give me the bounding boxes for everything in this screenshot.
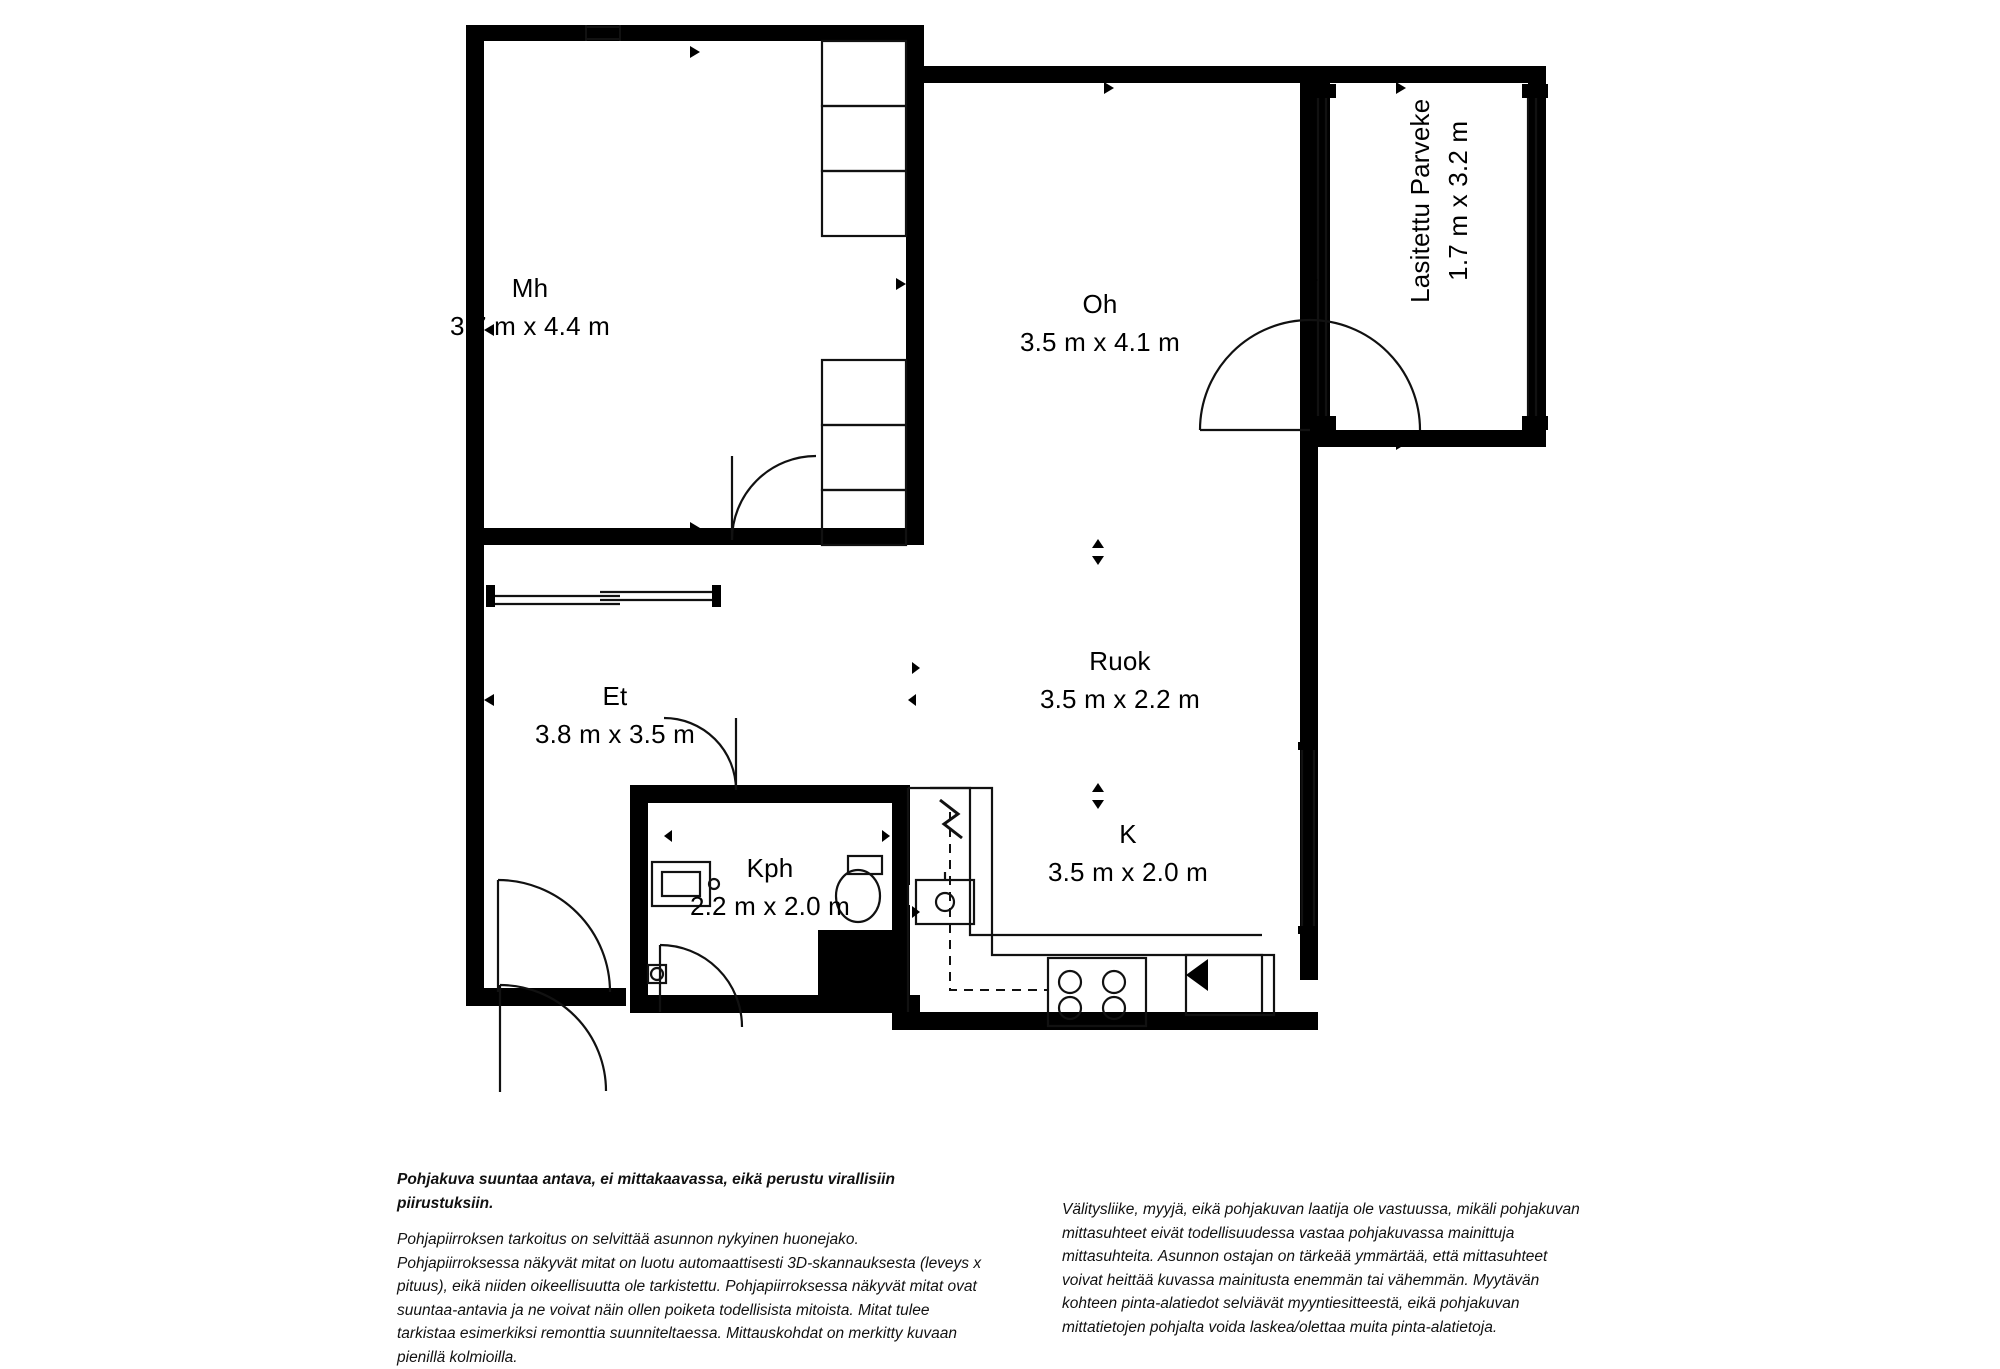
room-label-et — [505, 680, 725, 752]
room-label-oh — [990, 288, 1210, 360]
room-label-mh — [420, 272, 640, 344]
disclaimer-right — [1062, 1198, 1582, 1339]
room-label-k — [1018, 818, 1238, 890]
room-dim-oh: 3.5 m x 4.1 m — [1019, 327, 1181, 358]
disclaimer-right-body: Välitysliike, myyjä, eikä pohjakuvan laatija ole vastuussa, mikäli pohjakuvan mittasuhteet eivät todellisuudessa vastaa pohjakuvassa mainittuja mittasuhteita. Asunnon ostajan on tärkeää ymmärtää, että mittasuhteet voivat heittää kuvassa mainitusta enemmän tai vähemmän. Myytävän kohteen pinta-alatiedot selviävät myyntiesitteestä, eikä pohjakuvan mittatietojen pohjalta voida laskea/olettaa muita pinta-alatietoja. — [1062, 1201, 1580, 1336]
disclaimer-left-title: Pohjakuva suuntaa antava, ei mittakaavassa, eikä perustu virallisiin piirustuksiin. — [397, 1171, 895, 1212]
room-name-et: Et — [602, 681, 628, 711]
room-name-parveke: Lasitettu Parveke — [1405, 98, 1436, 303]
room-dim-k: 3.5 m x 2.0 m — [1047, 857, 1209, 888]
wall-structure — [466, 25, 1546, 1030]
room-dim-et: 3.8 m x 3.5 m — [534, 719, 696, 750]
door-balcony — [1200, 320, 1310, 430]
room-name-oh: Oh — [1082, 289, 1118, 319]
disclaimer-left-body: Pohjapiirroksen tarkoitus on selvittää asunnon nykyinen huonejako. Pohjapiirroksessa näkyvät mitat on luotu automaattisesti 3D-skannauksesta (leveys x pituus), eikä niiden oikeellisuutta ole tarkistettu. Pohjapiirroksessa näkyvät mitat ovat suuntaa-antavia ja ne voivat näin ollen poiketa todellisista mitoista. Mitat tulee tarkistaa esimerkiksi remonttia suunniteltaessa. Mittauskohdat on merkitty kuvaan pienillä kolmioilla. — [397, 1231, 982, 1366]
room-dim-parveke: 1.7 m x 3.2 m — [1443, 120, 1474, 281]
door-entry-outer — [498, 880, 610, 992]
room-dim-kph: 2.2 m x 2.0 m — [689, 891, 851, 922]
hall-closet-doors — [486, 585, 721, 607]
room-label-parveke — [1404, 51, 1476, 351]
bedroom-wardrobe-lower — [822, 360, 906, 545]
room-label-kph — [672, 852, 868, 924]
room-name-ruok: Ruok — [1089, 646, 1151, 676]
bedroom-wardrobe-upper — [822, 41, 906, 236]
door-bedroom — [732, 456, 816, 540]
room-label-ruok — [1010, 645, 1230, 717]
room-dim-ruok: 3.5 m x 2.2 m — [1039, 684, 1201, 715]
room-name-k: K — [1119, 819, 1137, 849]
disclaimer-left — [397, 1168, 985, 1369]
bathroom-shower — [648, 945, 742, 1027]
room-dim-mh: 3.7 m x 4.4 m — [449, 311, 611, 342]
room-name-kph: Kph — [746, 853, 794, 883]
room-name-mh: Mh — [511, 273, 549, 303]
